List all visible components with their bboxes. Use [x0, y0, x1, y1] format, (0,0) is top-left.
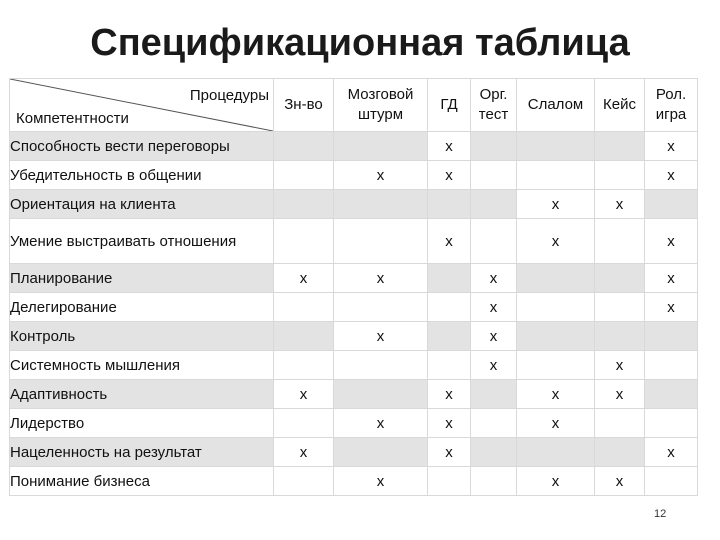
competency-label: Лидерство: [10, 409, 274, 438]
mark-cell: x: [595, 467, 645, 496]
mark-cell: [334, 293, 428, 322]
mark-cell: [274, 409, 334, 438]
mark-cell: [471, 161, 517, 190]
mark-cell: x: [428, 380, 471, 409]
table-row: [10, 190, 698, 219]
mark-cell: [274, 467, 334, 496]
competency-label: Умение выстраивать отношения: [10, 219, 274, 264]
mark-cell: x: [428, 409, 471, 438]
mark-cell: x: [428, 438, 471, 467]
mark-cell: x: [517, 467, 595, 496]
mark-cell: x: [471, 293, 517, 322]
competency-label: Делегирование: [10, 293, 274, 322]
mark-cell: x: [645, 161, 698, 190]
mark-cell: [595, 293, 645, 322]
mark-cell: x: [645, 293, 698, 322]
mark-cell: [471, 467, 517, 496]
mark-cell: [334, 190, 428, 219]
table-row: [10, 293, 698, 322]
competency-label: Адаптивность: [10, 380, 274, 409]
mark-cell: [274, 132, 334, 161]
mark-cell: x: [274, 264, 334, 293]
mark-cell: [334, 351, 428, 380]
mark-cell: [595, 322, 645, 351]
mark-cell: x: [645, 438, 698, 467]
mark-cell: [428, 351, 471, 380]
competency-label: Контроль: [10, 322, 274, 351]
mark-cell: x: [595, 380, 645, 409]
mark-cell: [334, 380, 428, 409]
mark-cell: [517, 322, 595, 351]
mark-cell: [645, 409, 698, 438]
mark-cell: x: [334, 409, 428, 438]
mark-cell: [517, 293, 595, 322]
mark-cell: [595, 264, 645, 293]
column-header: Слалом: [517, 79, 595, 132]
mark-cell: x: [428, 132, 471, 161]
competencies-label: Компетентности: [16, 110, 129, 127]
mark-cell: [274, 190, 334, 219]
specification-table: [9, 78, 698, 496]
mark-cell: [645, 190, 698, 219]
corner-cell: [10, 79, 274, 132]
competency-label: Способность вести переговоры: [10, 132, 274, 161]
table-row: [10, 132, 698, 161]
mark-cell: [517, 132, 595, 161]
mark-cell: x: [334, 264, 428, 293]
table-row: [10, 351, 698, 380]
mark-cell: [517, 351, 595, 380]
mark-cell: [274, 161, 334, 190]
mark-cell: x: [471, 264, 517, 293]
mark-cell: x: [471, 322, 517, 351]
mark-cell: x: [334, 467, 428, 496]
mark-cell: [645, 351, 698, 380]
table-row: [10, 380, 698, 409]
table-row: [10, 161, 698, 190]
page-title: Спецификационная таблица: [90, 22, 630, 64]
column-header: Орг. тест: [471, 79, 517, 132]
mark-cell: [334, 132, 428, 161]
mark-cell: x: [645, 264, 698, 293]
mark-cell: x: [517, 409, 595, 438]
mark-cell: x: [471, 351, 517, 380]
mark-cell: x: [428, 219, 471, 264]
mark-cell: [595, 132, 645, 161]
header-row: [10, 79, 698, 132]
mark-cell: [428, 322, 471, 351]
mark-cell: [274, 351, 334, 380]
competency-label: Понимание бизнеса: [10, 467, 274, 496]
column-header: Мозговой штурм: [334, 79, 428, 132]
mark-cell: [517, 438, 595, 467]
table-row: [10, 438, 698, 467]
mark-cell: [517, 161, 595, 190]
mark-cell: [428, 190, 471, 219]
mark-cell: x: [334, 322, 428, 351]
mark-cell: x: [428, 161, 471, 190]
mark-cell: [595, 161, 645, 190]
mark-cell: x: [517, 219, 595, 264]
mark-cell: [274, 219, 334, 264]
mark-cell: x: [517, 380, 595, 409]
competency-label: Нацеленность на результат: [10, 438, 274, 467]
mark-cell: x: [517, 190, 595, 219]
competency-label: Ориентация на клиента: [10, 190, 274, 219]
competency-label: Планирование: [10, 264, 274, 293]
mark-cell: [595, 438, 645, 467]
mark-cell: [645, 380, 698, 409]
mark-cell: [428, 293, 471, 322]
mark-cell: [471, 190, 517, 219]
mark-cell: [471, 132, 517, 161]
table-row: [10, 264, 698, 293]
page-number: 12: [654, 508, 667, 520]
column-header: Кейс: [595, 79, 645, 132]
mark-cell: [274, 322, 334, 351]
competency-label: Системность мышления: [10, 351, 274, 380]
table-row: [10, 322, 698, 351]
mark-cell: [334, 219, 428, 264]
mark-cell: x: [274, 380, 334, 409]
mark-cell: x: [274, 438, 334, 467]
mark-cell: x: [645, 219, 698, 264]
mark-cell: [645, 467, 698, 496]
mark-cell: [428, 467, 471, 496]
competency-label: Убедительность в общении: [10, 161, 274, 190]
mark-cell: [471, 219, 517, 264]
table-row: [10, 219, 698, 264]
mark-cell: x: [595, 190, 645, 219]
column-header: ГД: [428, 79, 471, 132]
mark-cell: [471, 438, 517, 467]
mark-cell: x: [595, 351, 645, 380]
mark-cell: [595, 409, 645, 438]
mark-cell: [645, 322, 698, 351]
procedures-label: Процедуры: [189, 87, 269, 104]
column-header: Рол. игра: [645, 79, 698, 132]
mark-cell: [334, 438, 428, 467]
table-row: [10, 409, 698, 438]
column-header: Зн-во: [274, 79, 334, 132]
mark-cell: [428, 264, 471, 293]
mark-cell: [274, 293, 334, 322]
mark-cell: [517, 264, 595, 293]
mark-cell: [595, 219, 645, 264]
mark-cell: [471, 380, 517, 409]
mark-cell: [471, 409, 517, 438]
table-row: [10, 467, 698, 496]
mark-cell: x: [334, 161, 428, 190]
mark-cell: x: [645, 132, 698, 161]
